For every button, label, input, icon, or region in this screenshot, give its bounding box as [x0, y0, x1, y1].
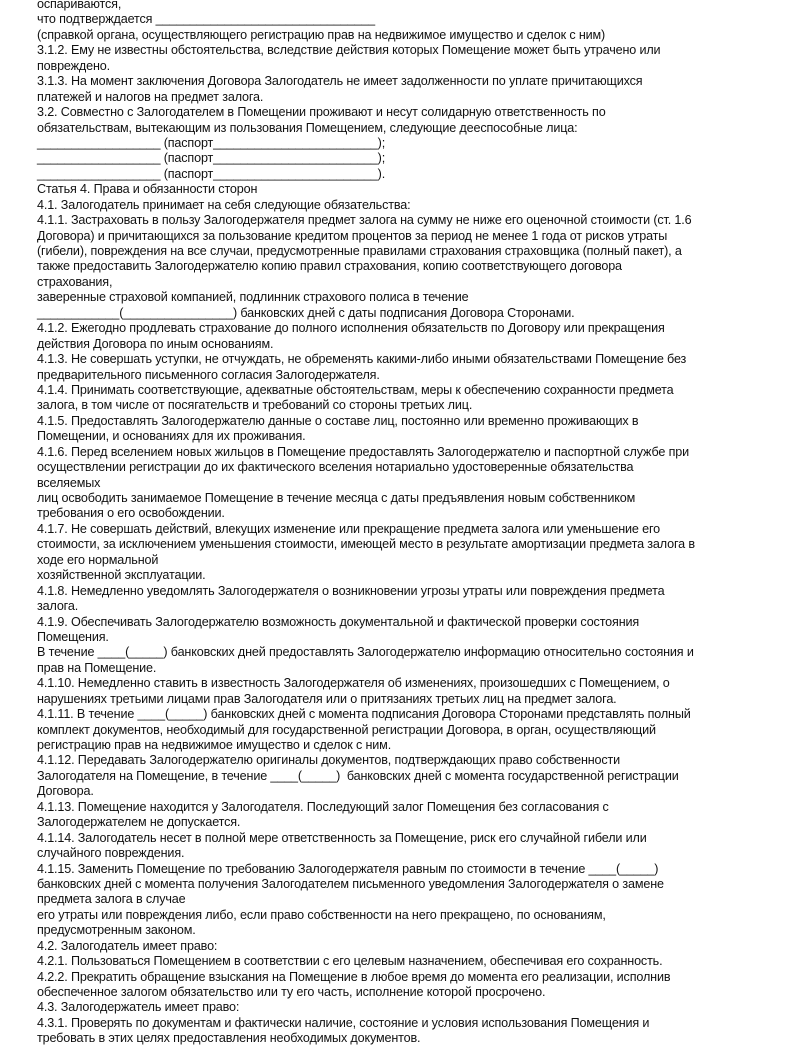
document-line: 4.1.2. Ежегодно продлевать страхование до полного исполнения обязательств по Договору или прекращения: [37, 321, 665, 336]
document-line: комплект документов, необходимый для государственной регистрации Договора, в орган, осуществляющий: [37, 722, 656, 737]
document-line: требовать в этих целях предоставления необходимых документов.: [37, 1031, 421, 1046]
document-line: вселяемых: [37, 475, 101, 490]
document-line: предварительного письменного согласия Залогодержателя.: [37, 367, 380, 382]
document-line: заверенные страховой компанией, подлинник страхового полиса в течение: [37, 290, 469, 305]
document-line: 3.1.3. На момент заключения Договора Залогодатель не имеет задолженности по уплате причитающихся: [37, 74, 643, 89]
document-line: также предоставить Залогодержателю копию правил страхования, копию соответствующего договора: [37, 259, 622, 274]
document-line: платежей и налогов на предмет залога.: [37, 89, 264, 104]
document-line: 4.1.15. Заменить Помещение по требованию Залогодержателя равным по стоимости в течение ____(_____): [37, 861, 659, 876]
document-line: ходе его нормальной: [37, 552, 159, 567]
document-line: 4.1.1. Застраховать в пользу Залогодержателя предмет залога на сумму не ниже его оценочной стоимости (ст. 1.6: [37, 213, 692, 228]
document-line: требования о его освобождении.: [37, 506, 225, 521]
document-line: 4.1.11. В течение ____(_____) банковских дней с момента подписания Договора Сторонами представлять полный: [37, 707, 691, 722]
document-line: 4.1. Залогодатель принимает на себя следующие обязательства:: [37, 197, 411, 212]
document-line: 4.3.1. Проверять по документам и фактически наличие, состояние и условия использования Помещения и: [37, 1015, 650, 1030]
document-line: 4.2.2. Прекратить обращение взыскания на Помещение в любое время до момента его реализации, исполнив: [37, 969, 671, 984]
document-line: 4.1.7. Не совершать действий, влекущих изменение или прекращение предмета залога или уменьшение его: [37, 521, 660, 536]
document-line: его утраты или повреждения либо, если право собственности на него прекращено, по основаниям,: [37, 907, 606, 922]
document-line: залога.: [37, 599, 79, 614]
document-line: 4.1.9. Обеспечивать Залогодержателю возможность документальной и фактической проверки состояния: [37, 614, 640, 629]
document-line: 4.1.4. Принимать соответствующие, адекватные обстоятельствам, меры к обеспечению сохранности предмета: [37, 382, 674, 397]
document-line: 4.1.13. Помещение находится у Залогодателя. Последующий залог Помещения без согласования с: [37, 799, 609, 814]
document-line: осуществлении регистрации до их фактического вселения нотариально удостоверенные обязательства: [37, 460, 634, 475]
document-line: 4.2.1. Пользоваться Помещением в соответствии с его целевым назначением, обеспечивая его сохранность.: [37, 954, 663, 969]
document-line: Залогодателя на Помещение, в течение ____(_____) банковских дней с момента государственной регистрации: [37, 768, 679, 783]
document-line: предмета залога в случае: [37, 892, 186, 907]
document-line: __________________ (паспорт________________________);: [37, 135, 386, 150]
document-line: Помещении, и основаниях для их проживания.: [37, 429, 306, 444]
document-line: стоимости, за исключением уменьшения стоимости, имеющей место в результате амортизации предмета залога в: [37, 537, 695, 552]
document-page: [37, 0, 787, 1047]
document-line: __________________ (паспорт________________________);: [37, 151, 386, 166]
document-line: 4.1.10. Немедленно ставить в известность Залогодержателя об изменениях, произошедших с Помещением, о: [37, 676, 670, 691]
document-line: повреждено.: [37, 58, 110, 73]
document-line: 4.1.14. Залогодатель несет в полной мере ответственность за Помещение, риск его случайной гибели или: [37, 830, 647, 845]
document-line: обязательствам, вытекающим из пользования Помещением, следующие дееспособные лица:: [37, 120, 578, 135]
document-line: прав на Помещение.: [37, 660, 157, 675]
document-line: 4.1.5. Предоставлять Залогодержателю данные о составе лиц, постоянно или временно проживающих в: [37, 413, 639, 428]
document-line: что подтверждается ________________________________: [37, 12, 375, 27]
document-line: Помещения.: [37, 629, 109, 644]
document-line: Договора.: [37, 784, 94, 799]
document-line: оспариваются,: [37, 0, 122, 11]
document-line: 4.1.12. Передавать Залогодержателю оригиналы документов, подтверждающих право собственности: [37, 753, 621, 768]
document-line: случайного повреждения.: [37, 846, 185, 861]
document-line: лиц освободить занимаемое Помещение в течение месяца с даты предъявления новым собственником: [37, 491, 636, 505]
document-line: __________________ (паспорт________________________).: [37, 166, 386, 181]
document-line: обеспеченное залогом обязательство или ту его часть, исполнение которой просрочено.: [37, 985, 546, 999]
document-line: залога, в том числе от посягательств и требований со стороны третьих лиц.: [37, 398, 473, 413]
document-line: 4.1.6. Перед вселением новых жильцов в Помещение предоставлять Залогодержателю и паспортной службе при: [37, 444, 689, 459]
document-line: Залогодержателем не допускается.: [37, 815, 241, 830]
document-line: (справкой органа, осуществляющего регистрацию прав на недвижимое имущество и сделок с ним): [37, 27, 606, 42]
document-line: предусмотренным законом.: [37, 923, 196, 938]
document-line: 4.2. Залогодатель имеет право:: [37, 938, 218, 953]
document-line: Договора) и причитающихся за пользование кредитом процентов за период не менее 1 года от рисков утраты: [37, 228, 668, 243]
document-line: хозяйственной эксплуатации.: [37, 568, 206, 583]
document-line: 4.1.8. Немедленно уведомлять Залогодержателя о возникновении угрозы утраты или повреждения предмета: [37, 583, 665, 598]
document-line: действия Договора по иным основаниям.: [37, 336, 274, 351]
document-line: Статья 4. Права и обязанности сторон: [37, 182, 258, 197]
document-line: В течение ____(_____) банковских дней предоставлять Залогодержателю информацию относительно состояния и: [37, 645, 694, 660]
document-line: (гибели), повреждения на все случаи, предусмотренные правилами страхования страховщика (полный пакет), а: [37, 244, 682, 258]
document-line: 3.2. Совместно с Залогодателем в Помещении проживают и несут солидарную ответственность по: [37, 105, 606, 120]
document-line: 3.1.2. Ему не известны обстоятельства, вследствие действия которых Помещение может быть утрачено или: [37, 43, 661, 58]
document-line: страхования,: [37, 274, 113, 289]
document-line: банковских дней с момента получения Залогодателем письменного уведомления Залогодержателя о замене: [37, 876, 664, 891]
document-line: 4.3. Залогодержатель имеет право:: [37, 1000, 240, 1015]
document-line: 4.1.3. Не совершать уступки, не отчуждать, не обременять какими-либо иными обязательствами Помещение без: [37, 352, 687, 367]
document-line: ____________(________________) банковских дней с даты подписания Договора Сторонами.: [37, 305, 575, 320]
document-line: регистрацию прав на недвижимое имущество и сделок с ним.: [37, 738, 392, 752]
document-line: нарушениях третьими лицами прав Залогодателя или о притязаниях третьих лиц на предмет залога.: [37, 691, 617, 706]
